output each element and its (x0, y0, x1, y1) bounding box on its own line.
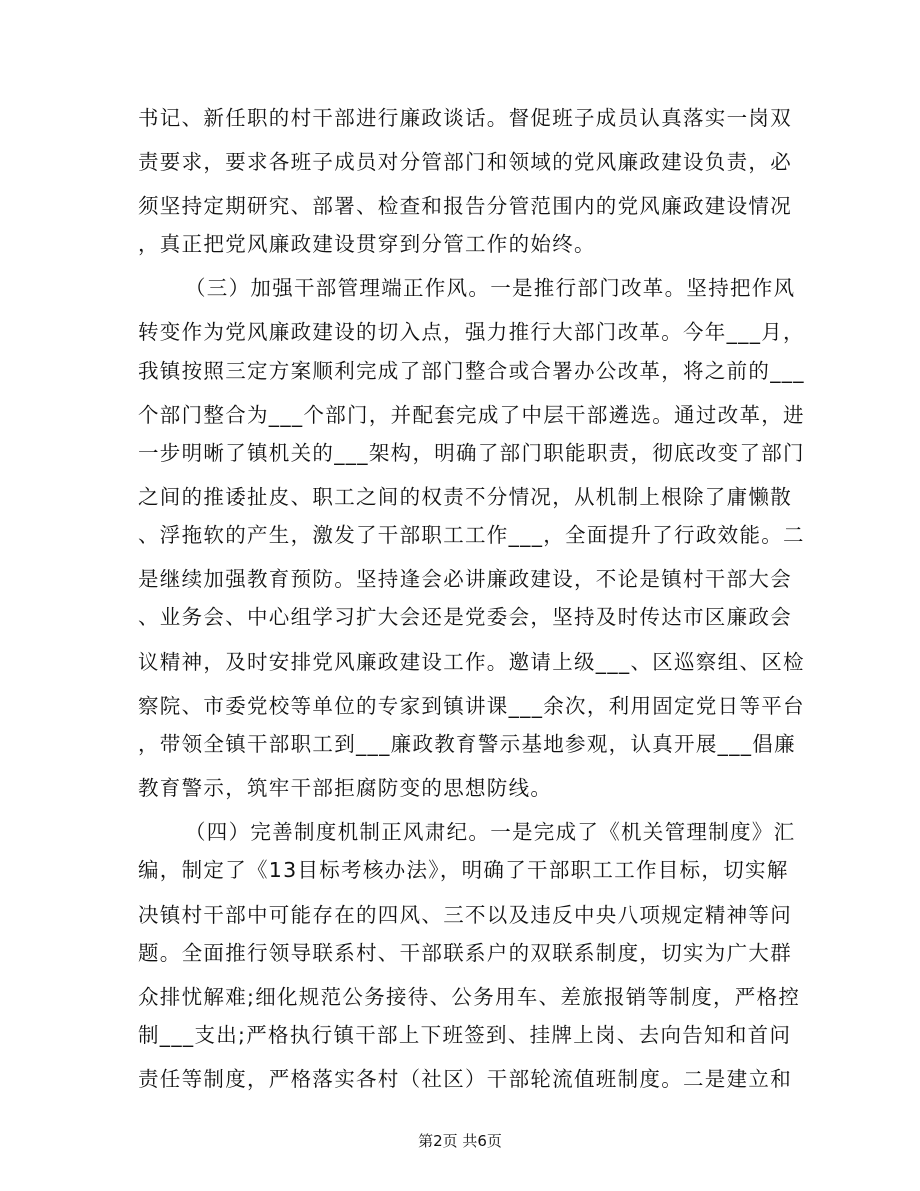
text-line-14: 议精神，及时安排党风廉政建设工作。邀请上级___、区巡察组、区检 (138, 650, 805, 674)
text-line-17: 教育警示，筑牢干部拒腐防变的思想防线。 (138, 776, 553, 800)
text-line-24: 责任等制度，严格落实各村（社区）干部轮流值班制度。二是建立和 (138, 1067, 792, 1091)
text-line-11: 、浮拖软的产生，激发了干部职工工作___，全面提升了行政效能。二 (138, 523, 805, 547)
text-line-10: 之间的推诿扯皮、职工之间的权责不分情况，从机制上根除了庸懒散 (138, 485, 792, 509)
text-line-9: 一步明晰了镇机关的___架构，明确了部门职能职责，彻底改变了部门 (138, 441, 805, 465)
text-line-3: 须坚持定期研究、部署、检查和报告分管范围内的党风廉政建设情况 (138, 194, 792, 218)
text-line-21: 题。全面推行领导联系村、干部联系户的双联系制度，切实为广大群 (138, 941, 792, 965)
text-line-15: 察院、市委党校等单位的专家到镇讲课___余次，利用固定党日等平台 (138, 694, 805, 718)
text-line-19: 编，制定了《13目标考核办法》，明确了干部职工工作目标，切实解 (138, 858, 789, 882)
text-line-12: 是继续加强教育预防。坚持逢会必讲廉政建设，不论是镇村干部大会 (138, 567, 792, 591)
page-number-footer: 第2页 共6页 (418, 1132, 502, 1150)
text-line-4: ，真正把党风廉政建设贯穿到分管工作的始终。 (138, 232, 596, 256)
text-line-1: 书记、新任职的村干部进行廉政谈话。督促班子成员认真落实一岗双 (138, 106, 792, 130)
text-line-16: ，带领全镇干部职工到___廉政教育警示基地参观，认真开展___倡廉 (138, 732, 796, 756)
text-line-20: 决镇村干部中可能存在的四风、三不以及违反中央八项规定精神等问 (138, 903, 792, 927)
text-line-8: 个部门整合为___个部门，并配套完成了中层干部遴选。通过改革，进 (138, 403, 805, 427)
paragraph-3-heading-line: （三）加强干部管理端正作风。一是推行部门改革。坚持把作风 (185, 276, 796, 300)
text-line-22: 众排忧解难;细化规范公务接待、公务用车、差旅报销等制度，严格控 (138, 985, 801, 1009)
text-line-13: 、业务会、中心组学习扩大会还是党委会，坚持及时传达市区廉政会 (138, 605, 792, 629)
text-line-6: 转变作为党风廉政建设的切入点，强力推行大部门改革。今年___月， (138, 320, 805, 344)
text-line-23: 制___支出;严格执行镇干部上下班签到、挂牌上岗、去向告知和首问 (138, 1023, 792, 1047)
text-line-7: 我镇按照三定方案顺利完成了部门整合或合署办公改革，将之前的___ (138, 359, 805, 383)
text-line-2: 责要求，要求各班子成员对分管部门和领域的党风廉政建设负责，必 (138, 150, 792, 174)
paragraph-4-heading-line: （四）完善制度机制正风肃纪。一是完成了《机关管理制度》汇 (185, 820, 796, 844)
